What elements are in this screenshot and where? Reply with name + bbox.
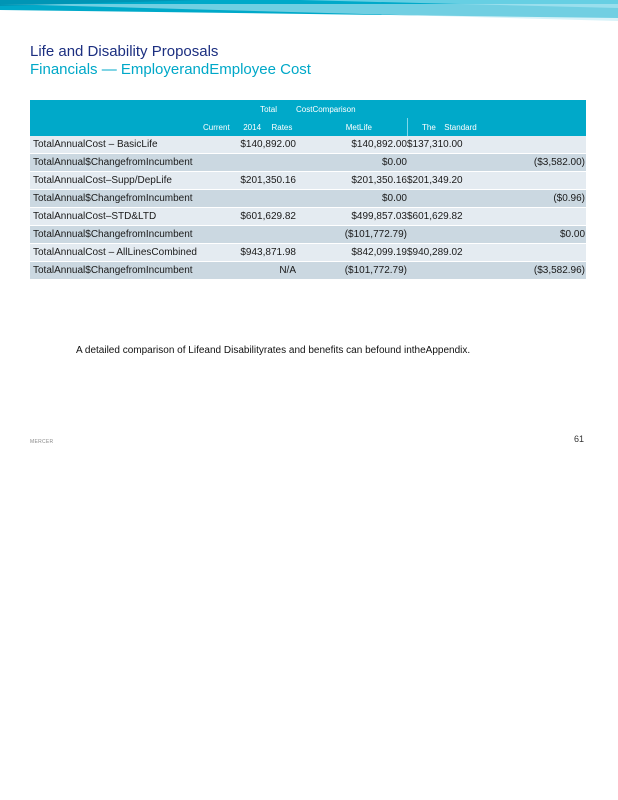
- page-title: Life and Disability Proposals: [30, 43, 219, 60]
- row-label: TotalAnnual$ChangefromIncumbent: [30, 190, 205, 208]
- header-rates: Rates: [271, 122, 293, 132]
- standard-value: $201,349.20: [407, 172, 586, 190]
- cost-comparison-table: [30, 100, 586, 280]
- table-row: [30, 172, 586, 190]
- metlife-value: ($101,772.79): [296, 262, 407, 280]
- table-row: [30, 154, 586, 172]
- standard-value: ($3,582.00): [407, 154, 586, 172]
- current-value: $601,629.82: [205, 208, 296, 226]
- row-label: TotalAnnual$ChangefromIncumbent: [30, 154, 205, 172]
- header-year: 2014: [243, 122, 262, 132]
- table-row: [30, 190, 586, 208]
- metlife-value: $0.00: [296, 190, 407, 208]
- header-standard: Standard: [444, 122, 477, 132]
- table-row: [30, 208, 586, 226]
- table-row: [30, 226, 586, 244]
- header-banner: [0, 0, 618, 26]
- row-label: TotalAnnualCost – BasicLife: [30, 136, 205, 154]
- current-value: $943,871.98: [205, 244, 296, 262]
- metlife-value: $140,892.00: [296, 136, 407, 154]
- metlife-value: $0.00: [296, 154, 407, 172]
- header-total: Total: [260, 104, 277, 114]
- current-value: [205, 154, 296, 172]
- metlife-value: ($101,772.79): [296, 226, 407, 244]
- current-value: [205, 226, 296, 244]
- metlife-value: $201,350.16: [296, 172, 407, 190]
- current-value: $201,350.16: [205, 172, 296, 190]
- metlife-value: $842,099.19: [296, 244, 407, 262]
- header-the: The: [422, 122, 436, 132]
- table-header-row-1: [30, 100, 586, 118]
- current-value: $140,892.00: [205, 136, 296, 154]
- current-value: [205, 190, 296, 208]
- table-header-row-2: [30, 118, 586, 136]
- table-row: [30, 262, 586, 280]
- standard-value: $137,310.00: [407, 136, 586, 154]
- standard-value: ($0.96): [407, 190, 586, 208]
- current-value: N/A: [205, 262, 296, 280]
- row-label: TotalAnnual$ChangefromIncumbent: [30, 262, 205, 280]
- header-current: Current: [203, 122, 230, 132]
- row-label: TotalAnnualCost–Supp/DepLife: [30, 172, 205, 190]
- header-metlife: MetLife: [345, 122, 372, 132]
- mercer-logo-text: MERCER: [30, 439, 54, 445]
- standard-value: $940,289.02: [407, 244, 586, 262]
- row-label: TotalAnnualCost–STD&LTD: [30, 208, 205, 226]
- standard-value: $601,629.82: [407, 208, 586, 226]
- metlife-value: $499,857.03: [296, 208, 407, 226]
- standard-value: $0.00: [407, 226, 586, 244]
- page-number: 61: [574, 434, 585, 444]
- header-cost-comparison: CostComparison: [296, 104, 356, 114]
- table-row: [30, 244, 586, 262]
- row-label: TotalAnnualCost – AllLinesCombined: [30, 244, 205, 262]
- table-row: [30, 136, 586, 154]
- standard-value: ($3,582.96): [407, 262, 586, 280]
- appendix-note: A detailed comparison of Lifeand Disabilityrates and benefits can befound intheAppendix.: [76, 345, 471, 356]
- row-label: TotalAnnual$ChangefromIncumbent: [30, 226, 205, 244]
- page-subtitle: Financials — EmployerandEmployee Cost: [30, 61, 311, 78]
